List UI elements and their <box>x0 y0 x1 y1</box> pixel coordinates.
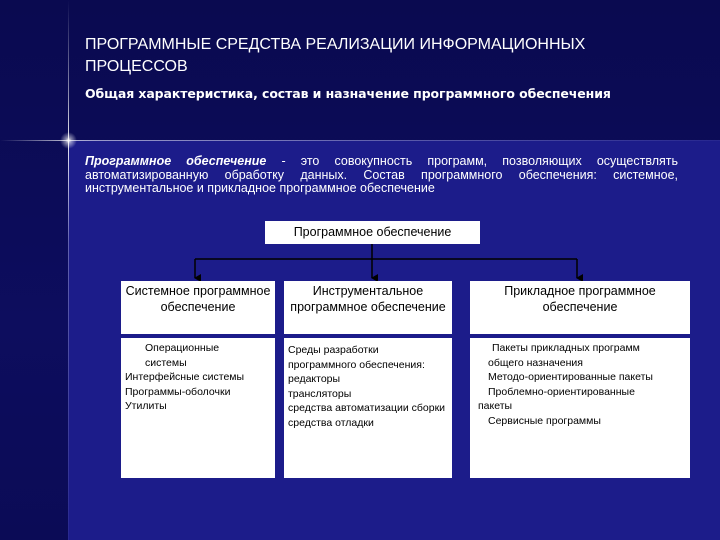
branch-system-header <box>121 281 275 336</box>
list-item: средства автоматизации сборки <box>288 402 446 414</box>
branch-applied-list <box>470 338 690 478</box>
list-item: пакеты <box>478 400 513 412</box>
list-item: Проблемно-ориентированные <box>488 385 635 398</box>
list-item: Пакеты прикладных программ <box>492 342 640 354</box>
list-item: системы <box>145 356 187 369</box>
list-item: трансляторы <box>288 387 352 400</box>
list-item: общего назначения <box>488 356 583 369</box>
list-item: Сервисные программы <box>488 414 601 427</box>
branch-applied-header <box>470 281 690 336</box>
definition-term: Программное обеспечение <box>85 154 267 168</box>
slide-subtitle: Общая характеристика, состав и назначение программного обеспечения <box>85 86 611 101</box>
list-item: средства отладки <box>288 416 374 429</box>
list-item: Программы-оболочки <box>125 385 231 398</box>
definition-text: - это совокупность программ, позволяющих осуществлять автоматизированную обработку данных. Состав программного обеспечения: системное, инструментальное и прикладное программное обеспечение <box>85 154 678 195</box>
list-item: Интерфейсные системы <box>125 371 245 383</box>
list-item: Методо-ориентированные пакеты <box>488 371 653 383</box>
list-item: редакторы <box>288 373 341 385</box>
branch-applied-title: Прикладное программное обеспечение <box>504 284 656 314</box>
branch-tools-list <box>284 338 452 478</box>
branch-tools-header <box>284 281 452 336</box>
slide-title: ПРОГРАММНЫЕ СРЕДСТВА РЕАЛИЗАЦИИ ИНФОРМАЦИОННЫХ ПРОЦЕССОВ <box>85 36 586 75</box>
branch-tools-title: Инструментальное программное обеспечение <box>290 284 446 314</box>
list-item: Операционные <box>145 342 220 354</box>
list-item: Утилиты <box>125 400 167 412</box>
list-item: Среды разработки программного обеспечения: <box>288 344 425 371</box>
branch-system-title: Системное программное обеспечение <box>125 284 271 314</box>
branch-system-list <box>121 338 275 478</box>
root-node: Программное обеспечение <box>265 221 480 244</box>
